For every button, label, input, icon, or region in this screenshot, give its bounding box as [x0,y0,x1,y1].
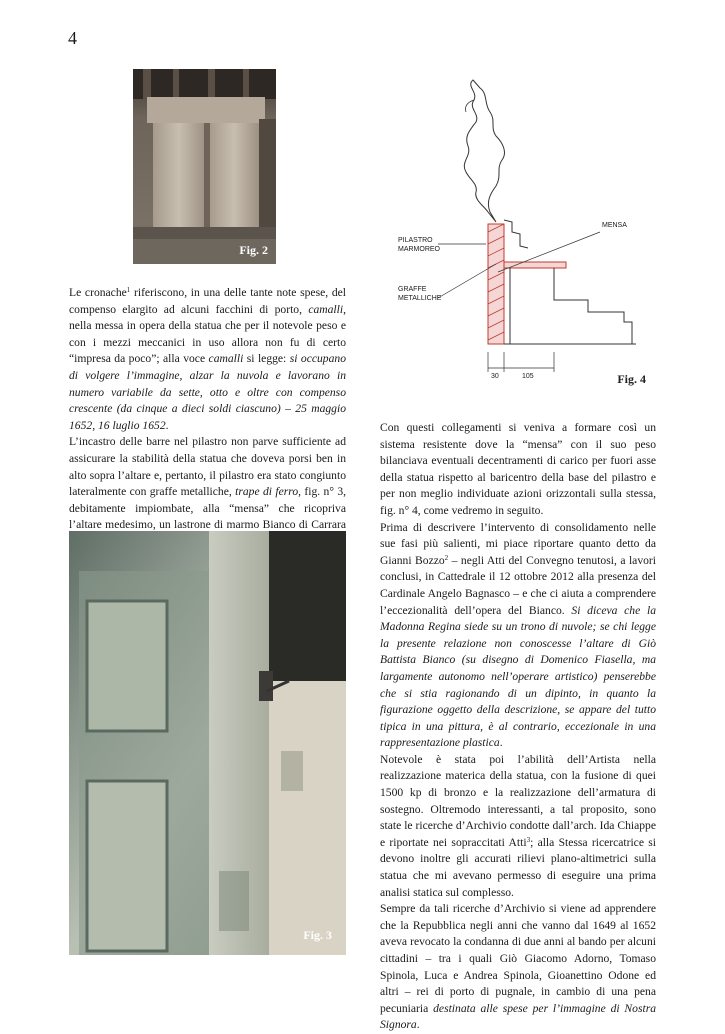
fig3-photo [69,531,346,955]
text-run: L’incastro delle barre nel pilastro non parve sufficiente ad assicurare la stabilità della statua che doveva porsi ben in alto sopra l’altare e, pertanto, il pilastro era stato congiunto lateralmente con graffe metalliche, [69,435,346,499]
italic-quote: destinata alle spese per l’immagine di Nostra Signora [380,1001,656,1032]
pillar-section-drawing [378,72,656,394]
callout-graffe: GRAFFE [398,286,427,293]
footnote-ref: 1 [126,286,131,294]
text-run: . [165,418,169,432]
text-run: Sempre da tali ricerche d’Archivio si viene ad apprendere che la Repubblica negli anni che vanno dal 1649 al 1652 aveva revocato la condanna di due anni al bando per alcuni cittadini – tra i quali Giò Giacomo Adorno, Tomaso Spinola, Luca e Andrea Spinola, Gioanettino Odone ed altri – rei di porto di pugnale, in cambio di una pena pecuniaria [380,902,656,1015]
left-column-text [69,285,346,551]
fig2-photo [133,69,276,264]
fig4-label: Fig. 4 [617,372,646,386]
right-paragraph-1: Con questi collegamenti si veniva a formare così un sistema resistente dove la “mensa” con il suo peso bilanciava eventuali decentramenti di carico per fuori asse della statua rispetto al baricentro della base del pilastro e per non meglio individuate azioni orizzontali sulla stessa, fig. n° 4, come vedremo in seguito. [380,421,656,517]
callout-marmoreo: MARMOREO [398,246,440,253]
text-run: ; alla Stessa ricercatrice si devono inoltre gli accurati rilievi plano-altimetrici sulla statua che mi avevano permesso di eseguire una prima analisi statica sul complesso. [380,835,656,899]
right-column-text [380,420,656,1034]
footnote-ref: 2 [444,553,449,562]
text-run: . [416,1018,420,1032]
page-number: 4 [68,28,77,48]
dimension-105: 105 [522,373,534,380]
right-paragraph-3 [380,752,656,901]
right-paragraph-2 [380,520,656,752]
text-run: Notevole è stata poi l’abilità dell’Artista nella realizzazione materica della statua, con la fusione di quei 1500 kp di bronzo e la realizzazione dell’armatura di sostegno. Oltremodo interessanti, a tal proposito, sono state le ricerche d’Archivio condotte dall’arch. Ida Chiappe e riportate nei sopraccitati Atti [380,752,656,849]
text-run: , fig. n° 3, debitamente impiombate, alla “mensa” che ricopriva l’altare medesimo, un lastrone di marmo Bianco di Carrara [69,485,347,532]
stone-pillar-photo-image [133,69,276,264]
right-paragraph-4 [380,901,656,1034]
text-run: Le cronache [69,286,127,299]
fig4-drawing [378,72,656,394]
italic-quote: Si diceva che la Madonna Regina siede su un trono di nuvole; se chi legge la presente relazione non conoscesse l’altare di Giò Battista Bianco (su disegno di Domenico Fiasella, ma largamente autonomo nell’operare artistico) penserebbe che si stia ragionando di un dipinto, in quanto la figurazione oggetto della descrizione, se appare del tutto tipica in una pittura, è al contrario, eccezionale in una rappresentazione plastica [380,603,656,750]
pillar-detail-photo-image [69,531,346,955]
footnote-ref: 3 [526,835,531,844]
italic-term: trape di ferro [235,485,299,499]
fig2-label: Fig. 2 [239,243,268,257]
dimension-30: 30 [491,373,499,380]
text-run: Prima di descrivere l’intervento di consolidamento nelle sue fasi più salienti, mi piace riportare quanto detto da Gianni Bozzo [380,520,656,567]
italic-quote: si occupano di volgere l’immagine, alzar la nuvola e lavorano in numero variabile da sette, otto e oltre con compenso crescente (da cinque a dieci soldi ciascuno) – 25 maggio 1652, 16 luglio 1652 [69,352,346,432]
left-paragraph-1 [69,285,346,434]
italic-term: camalli [208,352,244,366]
callout-pilastro: PILASTRO [398,237,433,244]
text-run: si legge: [243,352,290,366]
text-run: – negli Atti del Convegno tenutosi, a lavori conclusi, in Cattedrale il 12 ottobre 2012 alla presenza del Cardinale Angelo Bagnasco – e che ci aiuta a comprendere l’eccezionalità dell’opera del Bianco. [380,553,656,617]
italic-term: camalli [308,302,344,316]
text-run: . [499,736,503,750]
text-run: , nella messa in opera della statua che per il notevole peso e con i mezzi meccanici in uso allora non fu di certo “impresa da poco”; alla voce [69,302,346,366]
text-run: riferiscono, in una delle tante note spese, del compenso elargito ad alcuni facchini di porto, [69,286,346,316]
callout-metalliche: METALLICHE [398,295,442,302]
callout-mensa: MENSA [602,222,627,229]
fig3-label: Fig. 3 [303,928,332,942]
